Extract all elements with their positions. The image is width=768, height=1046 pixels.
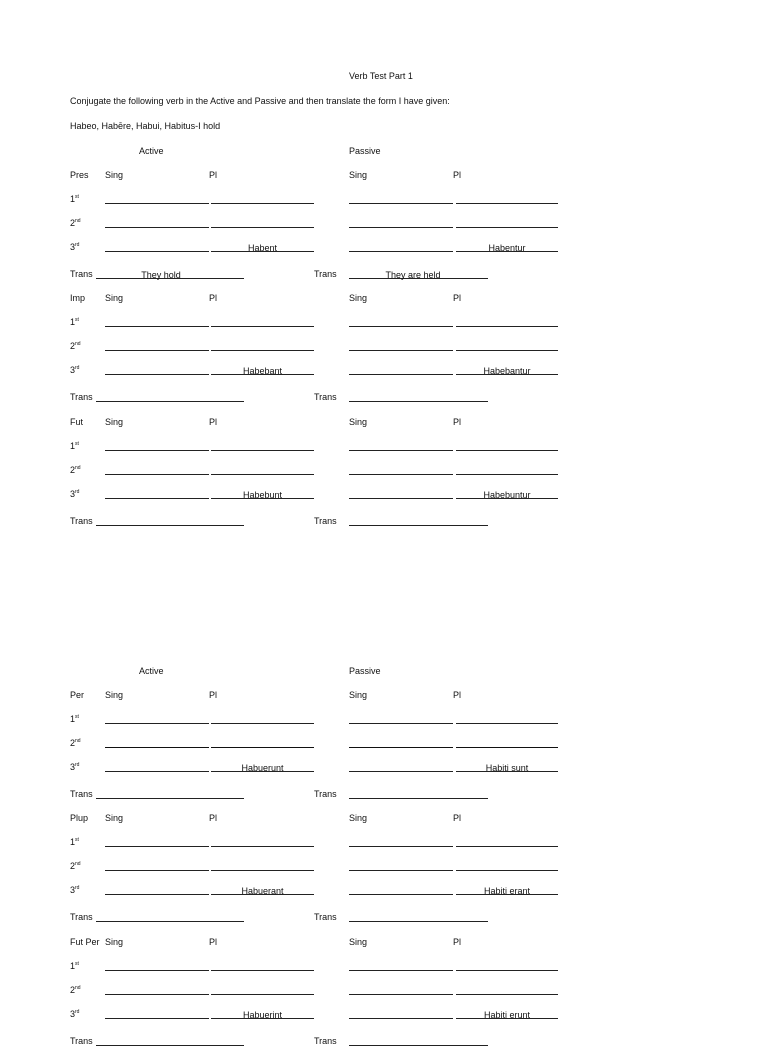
- given-form-active: Habebant: [242, 366, 283, 376]
- answer-line-active-sing[interactable]: [105, 374, 209, 375]
- given-form-active: Habent: [247, 243, 278, 253]
- trans-label-active: Trans: [70, 392, 93, 402]
- sing-header-active: Sing: [105, 813, 124, 823]
- answer-line-active-sing[interactable]: [105, 350, 209, 351]
- person-label: [70, 714, 79, 724]
- answer-line-active-pl[interactable]: [211, 846, 314, 847]
- pl-header-active: Pl: [209, 417, 218, 427]
- answer-line-passive-sing[interactable]: [349, 227, 453, 228]
- pl-header-active: Pl: [209, 170, 218, 180]
- answer-line-passive-pl[interactable]: [456, 350, 558, 351]
- person-number: 2: [70, 985, 76, 995]
- person-suffix: rd: [75, 242, 80, 248]
- answer-line-passive-pl[interactable]: [456, 227, 558, 228]
- person-label: [70, 961, 79, 971]
- trans-label-passive: Trans: [314, 1036, 337, 1046]
- sing-header-passive: Sing: [349, 170, 368, 180]
- answer-line-active-sing[interactable]: [105, 251, 209, 252]
- answer-line-active-sing[interactable]: [105, 747, 209, 748]
- answer-line-active-sing[interactable]: [105, 870, 209, 871]
- instructions: Conjugate the following verb in the Active and Passive and then translate the form I have given:: [70, 96, 450, 106]
- answer-line-passive-sing[interactable]: [349, 846, 453, 847]
- given-form-passive: Habiti sunt: [485, 763, 529, 773]
- answer-line-active-sing[interactable]: [105, 474, 209, 475]
- answer-line-active-pl[interactable]: [211, 723, 314, 724]
- person-number: 1: [70, 441, 76, 451]
- answer-line-passive-sing[interactable]: [349, 894, 453, 895]
- given-form-active: Habuerint: [242, 1010, 283, 1020]
- trans-line-passive[interactable]: [349, 525, 488, 526]
- person-number: 2: [70, 218, 76, 228]
- trans-line-active[interactable]: [96, 921, 244, 922]
- sing-header-passive: Sing: [349, 293, 368, 303]
- answer-line-active-pl[interactable]: [211, 994, 314, 995]
- trans-label-passive: Trans: [314, 269, 337, 279]
- person-label: [70, 762, 79, 772]
- given-form-passive: Habebantur: [483, 366, 531, 376]
- tense-label: Per: [70, 690, 85, 700]
- person-label: [70, 441, 79, 451]
- tense-label: Pres: [70, 170, 89, 180]
- person-label: [70, 489, 79, 499]
- person-label: [70, 365, 79, 375]
- sing-header-passive: Sing: [349, 690, 368, 700]
- answer-line-active-sing[interactable]: [105, 723, 209, 724]
- trans-answer-active: They hold: [141, 270, 181, 280]
- person-label: [70, 242, 79, 252]
- person-suffix: nd: [75, 985, 81, 991]
- pl-header-active: Pl: [209, 293, 218, 303]
- answer-line-passive-pl[interactable]: [456, 846, 558, 847]
- active-heading: Active: [139, 666, 164, 676]
- person-suffix: st: [75, 441, 79, 447]
- trans-label-active: Trans: [70, 516, 93, 526]
- pl-header-passive: Pl: [453, 170, 462, 180]
- given-form-active: Habuerunt: [241, 763, 284, 773]
- given-form-passive: Habentur: [488, 243, 526, 253]
- trans-label-passive: Trans: [314, 789, 337, 799]
- answer-line-active-pl[interactable]: [211, 326, 314, 327]
- given-form-passive: Habiti erant: [483, 886, 531, 896]
- pl-header-passive: Pl: [453, 417, 462, 427]
- answer-line-passive-sing[interactable]: [349, 723, 453, 724]
- answer-line-active-sing[interactable]: [105, 450, 209, 451]
- answer-line-passive-sing[interactable]: [349, 870, 453, 871]
- answer-line-active-sing[interactable]: [105, 326, 209, 327]
- person-suffix: rd: [75, 489, 80, 495]
- page-title: Verb Test Part 1: [349, 71, 413, 81]
- person-number: 3: [70, 365, 76, 375]
- answer-line-passive-sing[interactable]: [349, 374, 453, 375]
- person-suffix: nd: [75, 861, 81, 867]
- sing-header-passive: Sing: [349, 813, 368, 823]
- answer-line-active-sing[interactable]: [105, 994, 209, 995]
- given-form-passive: Habiti erunt: [483, 1010, 531, 1020]
- person-number: 1: [70, 714, 76, 724]
- trans-line-active[interactable]: [96, 525, 244, 526]
- answer-line-passive-sing[interactable]: [349, 771, 453, 772]
- pl-header-passive: Pl: [453, 813, 462, 823]
- given-form-active: Habebunt: [242, 490, 283, 500]
- sing-header-active: Sing: [105, 293, 124, 303]
- answer-line-passive-sing[interactable]: [349, 203, 453, 204]
- sing-header-active: Sing: [105, 937, 124, 947]
- person-label: [70, 861, 81, 871]
- answer-line-passive-sing[interactable]: [349, 994, 453, 995]
- answer-line-active-sing[interactable]: [105, 1018, 209, 1019]
- person-number: 3: [70, 885, 76, 895]
- person-suffix: rd: [75, 762, 80, 768]
- answer-line-active-sing[interactable]: [105, 846, 209, 847]
- answer-line-passive-sing[interactable]: [349, 350, 453, 351]
- person-suffix: nd: [75, 465, 81, 471]
- person-suffix: nd: [75, 341, 81, 347]
- answer-line-passive-pl[interactable]: [456, 970, 558, 971]
- pl-header-active: Pl: [209, 937, 218, 947]
- person-label: [70, 1009, 79, 1019]
- verb-principal-parts: Habeo, Habēre, Habui, Habitus-I hold: [70, 121, 221, 131]
- answer-line-active-sing[interactable]: [105, 227, 209, 228]
- passive-heading: Passive: [349, 146, 381, 156]
- pl-header-passive: Pl: [453, 937, 462, 947]
- person-label: [70, 885, 79, 895]
- trans-line-active[interactable]: [96, 401, 244, 402]
- answer-line-active-pl[interactable]: [211, 350, 314, 351]
- person-suffix: st: [75, 317, 79, 323]
- person-number: 1: [70, 194, 76, 204]
- answer-line-passive-sing[interactable]: [349, 450, 453, 451]
- pl-header-active: Pl: [209, 813, 218, 823]
- person-number: 2: [70, 465, 76, 475]
- person-number: 2: [70, 341, 76, 351]
- answer-line-passive-pl[interactable]: [456, 450, 558, 451]
- person-label: [70, 317, 79, 327]
- sing-header-active: Sing: [105, 170, 124, 180]
- tense-label: Fut: [70, 417, 84, 427]
- trans-label-passive: Trans: [314, 516, 337, 526]
- person-label: [70, 837, 79, 847]
- pl-header-passive: Pl: [453, 293, 462, 303]
- answer-line-passive-sing[interactable]: [349, 251, 453, 252]
- answer-line-passive-pl[interactable]: [456, 474, 558, 475]
- trans-line-passive[interactable]: [349, 921, 488, 922]
- active-heading: Active: [139, 146, 164, 156]
- answer-line-active-sing[interactable]: [105, 203, 209, 204]
- person-suffix: st: [75, 837, 79, 843]
- answer-line-passive-sing[interactable]: [349, 498, 453, 499]
- answer-line-active-sing[interactable]: [105, 498, 209, 499]
- passive-heading: Passive: [349, 666, 381, 676]
- trans-label-active: Trans: [70, 1036, 93, 1046]
- trans-label-active: Trans: [70, 269, 93, 279]
- answer-line-active-pl[interactable]: [211, 227, 314, 228]
- answer-line-passive-sing[interactable]: [349, 747, 453, 748]
- answer-line-passive-sing[interactable]: [349, 970, 453, 971]
- sing-header-passive: Sing: [349, 937, 368, 947]
- trans-line-passive[interactable]: [349, 798, 488, 799]
- person-label: [70, 341, 81, 351]
- person-label: [70, 194, 79, 204]
- answer-line-active-pl[interactable]: [211, 970, 314, 971]
- given-form-passive: Habebuntur: [483, 490, 531, 500]
- person-number: 3: [70, 762, 76, 772]
- answer-line-passive-pl[interactable]: [456, 747, 558, 748]
- answer-line-active-pl[interactable]: [211, 203, 314, 204]
- trans-label-passive: Trans: [314, 912, 337, 922]
- tense-label: Imp: [70, 293, 86, 303]
- answer-line-passive-pl[interactable]: [456, 723, 558, 724]
- pl-header-passive: Pl: [453, 690, 462, 700]
- person-number: 1: [70, 837, 76, 847]
- person-suffix: st: [75, 714, 79, 720]
- person-suffix: nd: [75, 218, 81, 224]
- answer-line-passive-pl[interactable]: [456, 994, 558, 995]
- person-label: [70, 465, 81, 475]
- given-form-active: Habuerant: [241, 886, 284, 896]
- person-label: [70, 218, 81, 228]
- trans-line-passive[interactable]: [349, 401, 488, 402]
- answer-line-passive-sing[interactable]: [349, 474, 453, 475]
- answer-line-passive-pl[interactable]: [456, 203, 558, 204]
- person-suffix: st: [75, 194, 79, 200]
- person-number: 2: [70, 738, 76, 748]
- sing-header-active: Sing: [105, 417, 124, 427]
- person-suffix: rd: [75, 885, 80, 891]
- person-number: 3: [70, 1009, 76, 1019]
- person-number: 2: [70, 861, 76, 871]
- person-suffix: rd: [75, 1009, 80, 1015]
- answer-line-active-sing[interactable]: [105, 771, 209, 772]
- sing-header-active: Sing: [105, 690, 124, 700]
- person-label: [70, 985, 81, 995]
- tense-label: Plup: [70, 813, 89, 823]
- answer-line-active-sing[interactable]: [105, 970, 209, 971]
- answer-line-passive-pl[interactable]: [456, 326, 558, 327]
- person-number: 1: [70, 317, 76, 327]
- answer-line-active-pl[interactable]: [211, 747, 314, 748]
- person-label: [70, 738, 81, 748]
- trans-label-passive: Trans: [314, 392, 337, 402]
- answer-line-active-sing[interactable]: [105, 894, 209, 895]
- trans-label-active: Trans: [70, 912, 93, 922]
- person-suffix: nd: [75, 738, 81, 744]
- answer-line-passive-pl[interactable]: [456, 870, 558, 871]
- person-number: 3: [70, 242, 76, 252]
- sing-header-passive: Sing: [349, 417, 368, 427]
- trans-line-active[interactable]: [96, 798, 244, 799]
- trans-label-active: Trans: [70, 789, 93, 799]
- answer-line-active-pl[interactable]: [211, 474, 314, 475]
- answer-line-active-pl[interactable]: [211, 870, 314, 871]
- trans-answer-passive: They are held: [385, 270, 441, 280]
- person-number: 1: [70, 961, 76, 971]
- tense-label: Fut Per: [70, 937, 100, 947]
- person-suffix: rd: [75, 365, 80, 371]
- person-suffix: st: [75, 961, 79, 967]
- answer-line-passive-sing[interactable]: [349, 326, 453, 327]
- pl-header-active: Pl: [209, 690, 218, 700]
- answer-line-passive-sing[interactable]: [349, 1018, 453, 1019]
- person-number: 3: [70, 489, 76, 499]
- answer-line-active-pl[interactable]: [211, 450, 314, 451]
